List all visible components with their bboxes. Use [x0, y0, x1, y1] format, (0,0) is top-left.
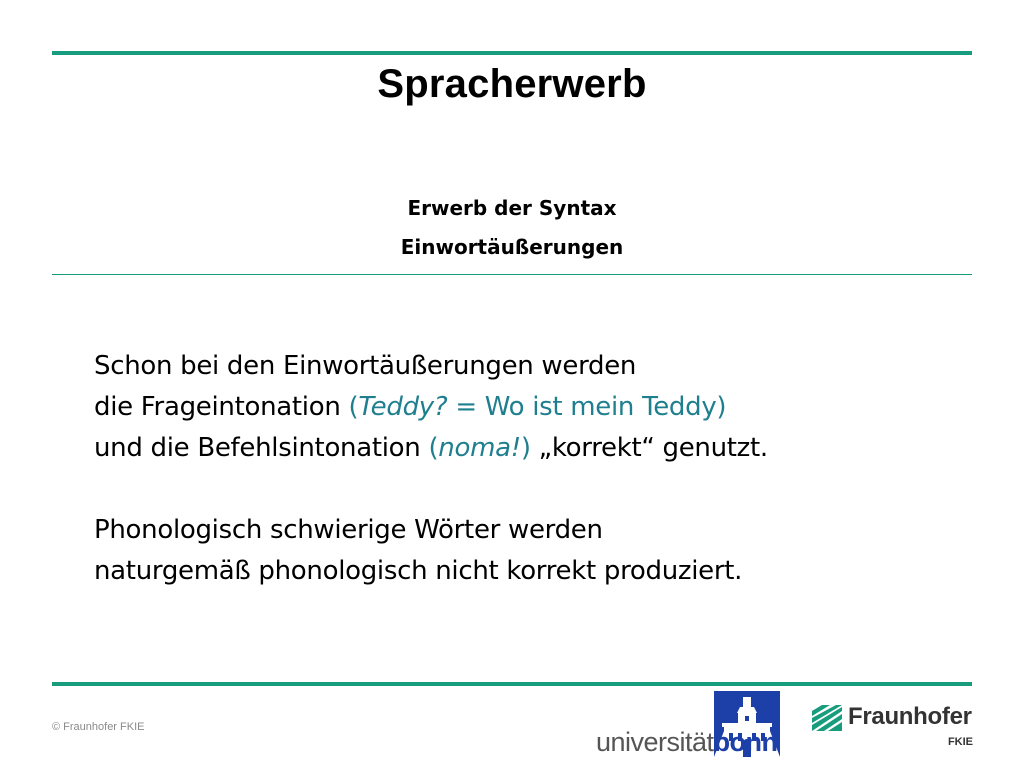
paragraph-gap [94, 469, 974, 510]
paren-close: ) [520, 433, 531, 463]
example-command [428, 433, 530, 463]
slide-title: Spracherwerb [377, 62, 647, 106]
para1-line3-text: und die Befehlsintonation [94, 433, 429, 463]
header-divider [52, 274, 972, 275]
university-bonn-logo [596, 691, 786, 763]
paren-open: ( [428, 433, 439, 463]
example-question [348, 392, 726, 422]
bonn-wordmark [596, 727, 778, 758]
fraunhofer-logo [812, 703, 977, 763]
top-rule [52, 51, 972, 55]
slide-subtitle-subtopic: Einwortäußerungen [400, 235, 624, 259]
bonn-wordmark-emphasis: bonn [713, 727, 778, 757]
paren-open: ( [348, 392, 359, 422]
copyright-notice: © Fraunhofer FKIE [52, 721, 145, 733]
para1-line1: Schon bei den Einwortäußerungen werden [94, 351, 637, 381]
example-question-gloss: = Wo ist mein Teddy) [447, 392, 727, 422]
para1-line2-text: die Frageintonation [94, 392, 349, 422]
slide-body [94, 346, 974, 592]
para1-line3-end: „korrekt“ genutzt. [530, 433, 768, 463]
footer-rule [52, 682, 972, 686]
slide-subtitle-topic: Erwerb der Syntax [407, 196, 617, 220]
example-question-word: Teddy? [358, 392, 448, 422]
example-command-word: noma! [438, 433, 521, 463]
bonn-wordmark-prefix: universität [596, 727, 714, 757]
para1-line3 [94, 428, 974, 469]
para2-line2: naturgemäß phonologisch nicht korrekt produziert. [94, 556, 743, 586]
fraunhofer-stripes-icon [812, 705, 842, 731]
fraunhofer-wordmark: Fraunhofer [848, 703, 972, 730]
para2-line1: Phonologisch schwierige Wörter werden [94, 515, 603, 545]
para1-line2 [94, 387, 974, 428]
fraunhofer-department: FKIE [947, 736, 973, 748]
